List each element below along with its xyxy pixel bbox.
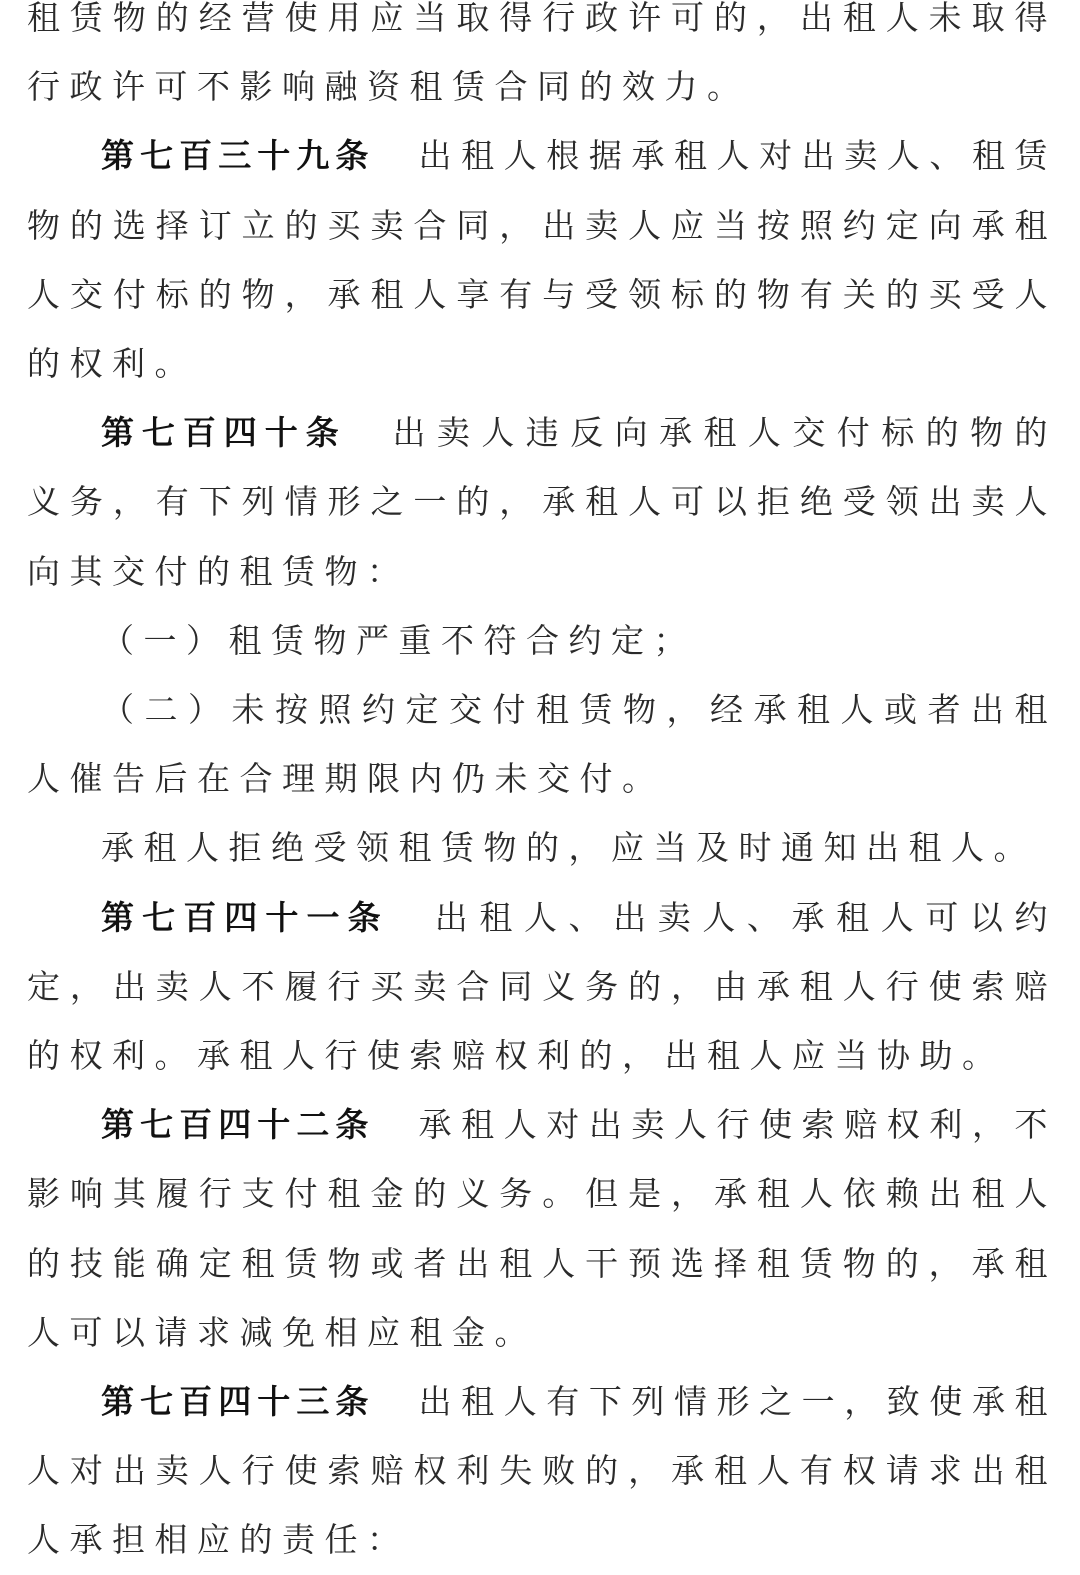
article-740: [27, 398, 1057, 606]
article-742: [27, 1090, 1057, 1367]
document-page: [27, 0, 1057, 1575]
article-739: [27, 121, 1057, 398]
paragraph-text: 承租人拒绝受领租赁物的，应当及时通知出租人。: [101, 828, 1036, 868]
article-heading: 第七百三十九条: [101, 136, 375, 176]
article-743: [27, 1367, 1057, 1575]
article-text: 出租人根据承租人对出卖人、租赁物的选择订立的买卖合同，出卖人应当按照约定向承租人交付标的物，承租人享有与受领标的物有关的买受人的权利。: [27, 136, 1058, 384]
list-item-1: [27, 606, 1057, 675]
article-text: 出卖人违反向承租人交付标的物的义务，有下列情形之一的，承租人可以拒绝受领出卖人向其交付的租赁物：: [27, 413, 1058, 591]
article-heading: 第七百四十一条: [101, 897, 389, 937]
list-item-text: （一）租赁物严重不符合约定；: [101, 620, 696, 660]
article-text: 出租人有下列情形之一，致使承租人对出卖人行使索赔权利失败的，承租人有权请求出租人承担相应的责任：: [27, 1382, 1058, 1560]
article-text: 承租人对出卖人行使索赔权利，不影响其履行支付租金的义务。但是，承租人依赖出租人的技能确定租赁物或者出租人干预选择租赁物的，承租人可以请求减免相应租金。: [27, 1105, 1058, 1352]
list-item-text: （二）未按照约定交付租赁物，经承租人或者出租人催告后在合理期限内仍未交付。: [27, 690, 1057, 799]
list-item-2: [27, 675, 1057, 813]
article-741: [27, 883, 1057, 1091]
article-heading: 第七百四十条: [101, 413, 347, 453]
article-heading: 第七百四十三条: [101, 1382, 375, 1422]
paragraph-text: 租赁物的经营使用应当取得行政许可的，出租人未取得行政许可不影响融资租赁合同的效力。: [27, 0, 1057, 107]
article-heading: 第七百四十二条: [101, 1105, 375, 1145]
paragraph-continuation: [27, 0, 1057, 121]
paragraph-notice: [27, 813, 1057, 882]
article-text: 出租人、出卖人、承租人可以约定，出卖人不履行买卖合同义务的，由承租人行使索赔的权利。承租人行使索赔权利的，出租人应当协助。: [27, 897, 1058, 1076]
